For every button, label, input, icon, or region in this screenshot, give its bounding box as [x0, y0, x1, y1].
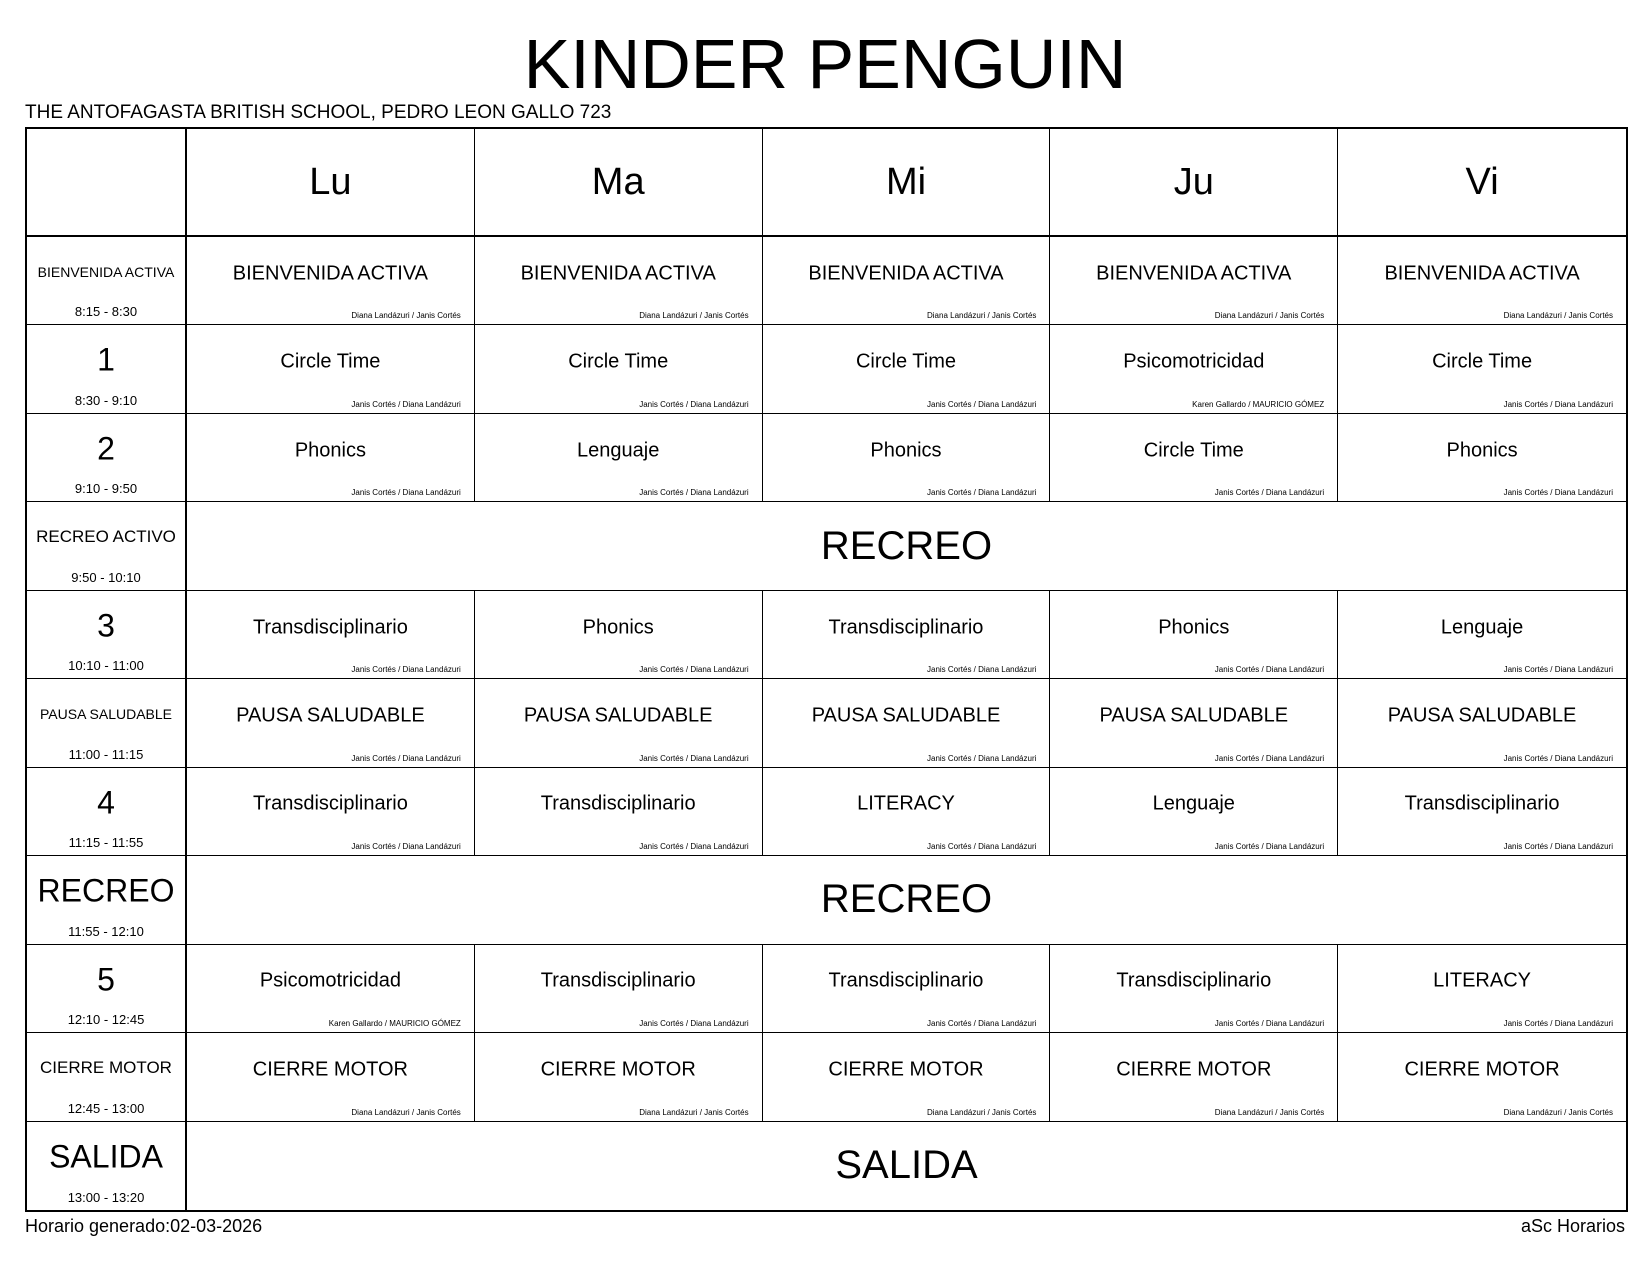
period-time: 9:50 - 10:10 — [71, 569, 141, 585]
lesson-teachers: Janis Cortés / Diana Landázuri — [351, 399, 461, 409]
lesson-cell[interactable] — [1338, 768, 1626, 856]
period-time: 11:55 - 12:10 — [68, 923, 144, 939]
lesson-cell[interactable] — [187, 237, 475, 325]
generated-date: Horario generado:02-03-2026 — [25, 1216, 263, 1236]
lesson-cell[interactable] — [763, 945, 1051, 1033]
lesson-subject: PAUSA SALUDABLE — [236, 704, 425, 727]
period-cell — [27, 502, 187, 590]
lesson-subject: CIERRE MOTOR — [252, 1058, 408, 1081]
lesson-subject: Transdisciplinario — [252, 792, 408, 815]
period-cell — [27, 945, 187, 1033]
lesson-teachers: Janis Cortés / Diana Landázuri — [351, 488, 461, 498]
lesson-subject: Circle Time — [1432, 350, 1533, 373]
lesson-subject: Transdisciplinario — [540, 792, 696, 815]
lesson-cell[interactable] — [187, 325, 475, 413]
lesson-subject: BIENVENIDA ACTIVA — [232, 262, 429, 285]
lesson-cell[interactable] — [475, 1033, 763, 1121]
lesson-cell[interactable] — [187, 1033, 475, 1121]
lesson-subject: Psicomotricidad — [1123, 350, 1265, 373]
lesson-subject: Transdisciplinario — [828, 616, 984, 639]
period-label: SALIDA — [49, 1138, 163, 1175]
period-time: 11:15 - 11:55 — [68, 835, 144, 851]
lesson-cell[interactable] — [1050, 679, 1338, 767]
period-label: RECREO ACTIVO — [36, 527, 176, 547]
lesson-subject: Psicomotricidad — [259, 969, 401, 992]
lesson-teachers: Janis Cortés / Diana Landázuri — [351, 842, 461, 852]
lesson-teachers: Janis Cortés / Diana Landázuri — [1214, 1019, 1325, 1029]
lesson-subject: LITERACY — [857, 792, 955, 815]
lesson-cell[interactable] — [475, 591, 763, 679]
lesson-teachers: Diana Landázuri / Janis Cortés — [639, 311, 749, 321]
lesson-cell[interactable] — [187, 768, 475, 856]
lesson-subject: Lenguaje — [1440, 616, 1524, 639]
lesson-subject: Lenguaje — [577, 439, 660, 462]
lesson-teachers: Janis Cortés / Diana Landázuri — [1503, 753, 1613, 763]
lesson-cell[interactable] — [1050, 414, 1338, 502]
lesson-subject: Phonics — [1158, 616, 1230, 639]
lesson-cell[interactable] — [763, 1033, 1051, 1121]
lesson-teachers: Diana Landázuri / Janis Cortés — [1503, 1107, 1613, 1117]
lesson-teachers: Diana Landázuri / Janis Cortés — [1214, 311, 1325, 321]
lesson-subject: Phonics — [582, 616, 654, 639]
period-time: 12:45 - 13:00 — [67, 1100, 145, 1116]
lesson-cell[interactable] — [187, 679, 475, 767]
lesson-subject: BIENVENIDA ACTIVA — [520, 262, 716, 285]
day-header: Mi — [763, 129, 1051, 237]
period-cell — [27, 414, 187, 502]
lesson-teachers: Karen Gallardo / MAURICIO GÓMEZ — [1192, 399, 1325, 409]
lesson-teachers: Janis Cortés / Diana Landázuri — [639, 753, 749, 763]
period-label: 4 — [97, 784, 115, 821]
lesson-teachers: Janis Cortés / Diana Landázuri — [927, 665, 1037, 675]
day-header: Ju — [1050, 129, 1338, 237]
lesson-subject: Transdisciplinario — [1116, 969, 1272, 992]
period-cell — [27, 237, 187, 325]
lesson-teachers: Janis Cortés / Diana Landázuri — [1503, 1019, 1613, 1029]
lesson-subject: Circle Time — [568, 350, 669, 373]
period-time: 8:15 - 8:30 — [74, 304, 138, 320]
lesson-cell[interactable] — [187, 591, 475, 679]
period-label: RECREO — [37, 872, 175, 909]
period-cell — [27, 325, 187, 413]
lesson-cell[interactable] — [1338, 591, 1626, 679]
lesson-teachers: Diana Landázuri / Janis Cortés — [927, 311, 1037, 321]
lesson-cell[interactable] — [1050, 768, 1338, 856]
lesson-teachers: Janis Cortés / Diana Landázuri — [927, 1019, 1037, 1029]
period-cell — [27, 856, 187, 944]
lesson-teachers: Janis Cortés / Diana Landázuri — [639, 488, 749, 498]
lesson-teachers: Diana Landázuri / Janis Cortés — [927, 1107, 1037, 1117]
timetable-grid — [25, 127, 1628, 1212]
lesson-cell[interactable] — [1050, 945, 1338, 1033]
lesson-teachers: Janis Cortés / Diana Landázuri — [1503, 665, 1613, 675]
lesson-subject: Phonics — [870, 439, 942, 462]
break-span: RECREO — [187, 856, 1626, 944]
lesson-teachers: Janis Cortés / Diana Landázuri — [1214, 665, 1325, 675]
lesson-cell[interactable] — [763, 414, 1051, 502]
lesson-cell[interactable] — [1338, 679, 1626, 767]
period-time: 10:10 - 11:00 — [68, 658, 144, 674]
lesson-subject: BIENVENIDA ACTIVA — [1384, 262, 1580, 285]
lesson-subject: Circle Time — [280, 350, 381, 373]
lesson-subject: PAUSA SALUDABLE — [811, 704, 1001, 727]
period-time: 12:10 - 12:45 — [67, 1012, 145, 1028]
break-span: SALIDA — [835, 1143, 978, 1188]
period-label: 3 — [97, 607, 115, 644]
break-span: RECREO — [187, 502, 1626, 590]
lesson-teachers: Janis Cortés / Diana Landázuri — [1214, 753, 1325, 763]
lesson-teachers: Diana Landázuri / Janis Cortés — [1214, 1107, 1325, 1117]
period-cell — [27, 591, 187, 679]
period-cell — [27, 1122, 187, 1210]
period-label: BIENVENIDA ACTIVA — [37, 263, 175, 280]
lesson-cell[interactable] — [475, 237, 763, 325]
day-header: Vi — [1338, 129, 1626, 237]
lesson-teachers: Karen Gallardo / MAURICIO GÓMEZ — [328, 1019, 461, 1029]
lesson-teachers: Janis Cortés / Diana Landázuri — [351, 753, 461, 763]
lesson-subject: Transdisciplinario — [1404, 792, 1560, 815]
period-cell — [27, 768, 187, 856]
lesson-cell[interactable] — [475, 325, 763, 413]
lesson-teachers: Diana Landázuri / Janis Cortés — [351, 311, 461, 321]
lesson-teachers: Janis Cortés / Diana Landázuri — [927, 488, 1037, 498]
lesson-cell[interactable] — [475, 768, 763, 856]
lesson-teachers: Janis Cortés / Diana Landázuri — [1503, 488, 1613, 498]
lesson-cell[interactable] — [187, 414, 475, 502]
lesson-cell[interactable] — [1338, 237, 1626, 325]
day-header: Lu — [187, 129, 475, 237]
lesson-cell[interactable] — [1338, 414, 1626, 502]
corner-cell — [27, 129, 187, 237]
lesson-subject: CIERRE MOTOR — [1116, 1058, 1272, 1081]
lesson-cell[interactable] — [763, 768, 1051, 856]
lesson-cell[interactable] — [187, 945, 475, 1033]
period-label: 5 — [97, 961, 115, 998]
lesson-subject: Phonics — [294, 439, 366, 462]
lesson-cell[interactable] — [475, 679, 763, 767]
lesson-subject: LITERACY — [1433, 969, 1531, 992]
period-label: 1 — [97, 341, 115, 378]
lesson-subject: Circle Time — [1143, 439, 1244, 462]
lesson-teachers: Diana Landázuri / Janis Cortés — [639, 1107, 749, 1117]
lesson-cell[interactable] — [763, 237, 1051, 325]
lesson-teachers: Diana Landázuri / Janis Cortés — [351, 1107, 461, 1117]
lesson-subject: PAUSA SALUDABLE — [523, 704, 713, 727]
school-name: THE ANTOFAGASTA BRITISH SCHOOL, PEDRO LEON GALLO 723 — [25, 102, 612, 123]
lesson-subject: Transdisciplinario — [540, 969, 696, 992]
lesson-subject: CIERRE MOTOR — [540, 1058, 696, 1081]
day-header: Ma — [475, 129, 763, 237]
period-label: 2 — [97, 430, 115, 467]
lesson-cell[interactable] — [1338, 325, 1626, 413]
lesson-cell[interactable] — [763, 591, 1051, 679]
lesson-cell[interactable] — [475, 414, 763, 502]
lesson-teachers: Janis Cortés / Diana Landázuri — [1503, 842, 1613, 852]
lesson-subject: Transdisciplinario — [828, 969, 984, 992]
period-label: PAUSA SALUDABLE — [39, 706, 173, 723]
lesson-cell[interactable] — [1050, 1033, 1338, 1121]
lesson-teachers: Janis Cortés / Diana Landázuri — [1214, 842, 1325, 852]
lesson-subject: PAUSA SALUDABLE — [1099, 704, 1289, 727]
period-time: 8:30 - 9:10 — [74, 392, 138, 408]
lesson-subject: BIENVENIDA ACTIVA — [808, 262, 1004, 285]
lesson-subject: CIERRE MOTOR — [828, 1058, 984, 1081]
lesson-subject: Phonics — [1446, 439, 1518, 462]
lesson-teachers: Janis Cortés / Diana Landázuri — [927, 399, 1037, 409]
lesson-teachers: Janis Cortés / Diana Landázuri — [639, 842, 749, 852]
lesson-subject: Transdisciplinario — [252, 616, 408, 639]
lesson-cell[interactable] — [1050, 325, 1338, 413]
lesson-cell[interactable] — [763, 679, 1051, 767]
lesson-subject: Circle Time — [855, 350, 956, 373]
lesson-teachers: Janis Cortés / Diana Landázuri — [351, 665, 461, 675]
lesson-teachers: Janis Cortés / Diana Landázuri — [927, 842, 1037, 852]
period-cell — [27, 1033, 187, 1121]
lesson-subject: BIENVENIDA ACTIVA — [1096, 262, 1292, 285]
lesson-teachers: Janis Cortés / Diana Landázuri — [1214, 488, 1325, 498]
lesson-teachers: Janis Cortés / Diana Landázuri — [639, 399, 749, 409]
lesson-subject: Lenguaje — [1152, 792, 1235, 815]
lesson-teachers: Janis Cortés / Diana Landázuri — [1503, 399, 1613, 409]
lesson-cell[interactable] — [1050, 591, 1338, 679]
period-time: 9:10 - 9:50 — [74, 481, 138, 497]
period-time: 13:00 - 13:20 — [67, 1189, 145, 1205]
lesson-cell[interactable] — [475, 945, 763, 1033]
period-time: 11:00 - 11:15 — [68, 746, 144, 762]
period-cell — [27, 679, 187, 767]
lesson-cell[interactable] — [1050, 237, 1338, 325]
lesson-subject: CIERRE MOTOR — [1404, 1058, 1560, 1081]
brand-label: aSc Horarios — [1520, 1216, 1625, 1236]
lesson-teachers: Janis Cortés / Diana Landázuri — [927, 753, 1037, 763]
lesson-teachers: Janis Cortés / Diana Landázuri — [639, 665, 749, 675]
period-label: CIERRE MOTOR — [40, 1058, 172, 1078]
lesson-subject: PAUSA SALUDABLE — [1387, 704, 1577, 727]
lesson-cell[interactable] — [763, 325, 1051, 413]
lesson-cell[interactable] — [1338, 945, 1626, 1033]
page-title: KINDER PENGUIN — [523, 25, 1127, 103]
lesson-teachers: Diana Landázuri / Janis Cortés — [1503, 311, 1613, 321]
lesson-teachers: Janis Cortés / Diana Landázuri — [639, 1019, 749, 1029]
lesson-cell[interactable] — [1338, 1033, 1626, 1121]
